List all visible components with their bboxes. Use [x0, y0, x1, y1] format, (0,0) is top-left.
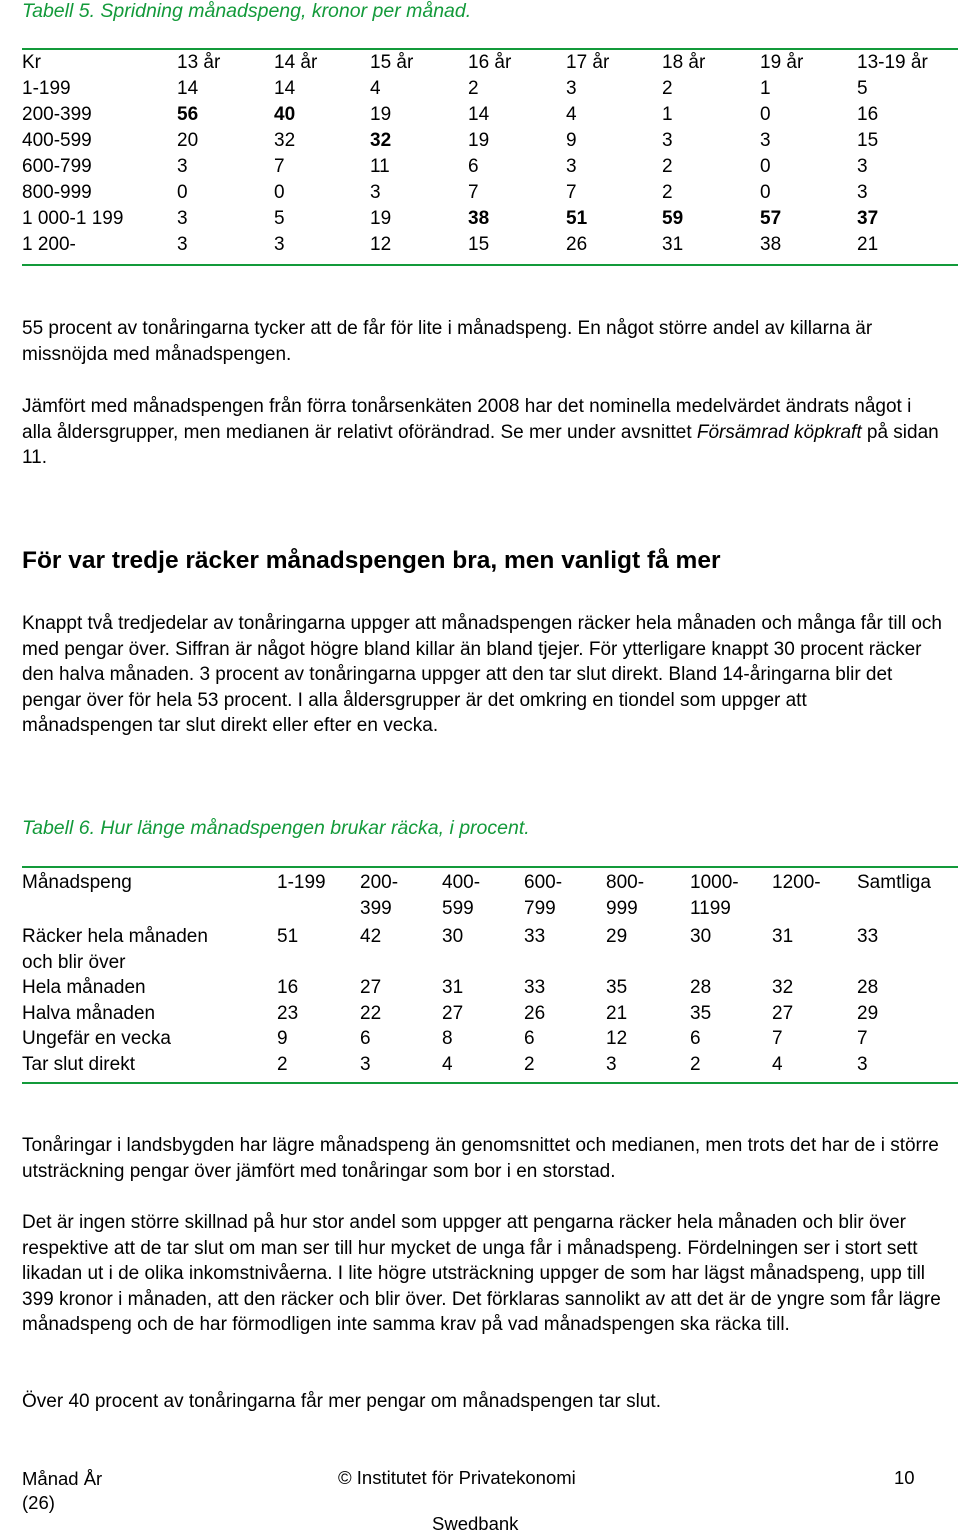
- table5-cell: 14: [274, 78, 296, 99]
- table5-cell: 3: [566, 156, 577, 177]
- table6-cell: 2: [690, 1053, 701, 1075]
- table5-cell: 1: [760, 78, 771, 99]
- table6-cell: 23: [277, 1002, 299, 1024]
- table6-cell: 27: [442, 1002, 464, 1024]
- table5-row-label: 1-199: [22, 78, 71, 99]
- table5-cell: 0: [177, 182, 188, 203]
- table5: [22, 52, 958, 260]
- table5-header-cell: Kr: [22, 52, 41, 73]
- table5-cell: 2: [468, 78, 479, 99]
- paragraph-comparison: [22, 394, 942, 471]
- table6-cell: 4: [772, 1053, 783, 1075]
- table5-cell: 37: [857, 208, 879, 229]
- paragraph-income-levels: Det är ingen större skillnad på hur stor andel som uppger att pengarna räcker hela månaden och blir över respektive att de tar slut om man ser till hur mycket de unga får i månadspeng. Fördelningen ser i stort sett likadan ut i de olika inkomstnivåerna. I lite högre utsträckning uppger de som har lägst månadspeng, upp till 399 kronor i månaden, att den räcker och blir över. Det förklaras sannolikt av att det är de yngre som får lägre månadspeng och de har förmodligen inte samma krav på vad månadspengen ska räcka till.: [22, 1212, 941, 1336]
- table5-cell: 31: [662, 234, 684, 255]
- table5-row-label: 1 000-1 199: [22, 208, 124, 229]
- table5-cell: 0: [760, 104, 771, 125]
- table6-cell: 2: [524, 1053, 535, 1075]
- table5-cell: 19: [468, 130, 490, 151]
- table6-row: [22, 975, 958, 1001]
- table6-cell: 27: [772, 1002, 794, 1024]
- table6-row: [22, 924, 958, 975]
- table6-header-cell: 400- 599: [442, 872, 481, 919]
- table5-cell: 6: [468, 156, 479, 177]
- table6-cell: 2: [277, 1053, 288, 1075]
- table5-header-cell: 14 år: [274, 52, 318, 73]
- footer-copyright: © Institutet för Privatekonomi: [338, 1467, 576, 1488]
- footer-bank: Swedbank: [432, 1513, 519, 1534]
- table6-header-cell: 1-199: [277, 872, 326, 893]
- table5-cell: 20: [177, 130, 199, 151]
- table5-row: [22, 130, 958, 156]
- table5-header-row: [22, 52, 958, 78]
- table5-cell: 2: [662, 156, 673, 177]
- table6-cell: 12: [606, 1028, 628, 1049]
- table6-cell: 4: [442, 1053, 453, 1075]
- table5-cell: 57: [760, 208, 782, 229]
- table5-cell: 4: [370, 78, 381, 99]
- table6-cell: 28: [690, 977, 712, 998]
- table6-header-cell: 1200-: [772, 872, 821, 893]
- table6-header-cell: Månadspeng: [22, 872, 132, 893]
- table5-header-cell: 18 år: [662, 52, 706, 73]
- table5-cell: 5: [857, 78, 868, 99]
- table6-cell: 7: [857, 1028, 868, 1049]
- table6-row-label: Tar slut direkt: [22, 1053, 135, 1075]
- footer-date: Månad År (26): [22, 1468, 103, 1513]
- table6-header-cell: 200- 399: [360, 872, 399, 919]
- table5-cell: 3: [370, 182, 381, 203]
- table6-cell: 33: [524, 977, 546, 998]
- table5-cell: 19: [370, 104, 392, 125]
- table5-row: [22, 208, 958, 234]
- table6-cell: 42: [360, 926, 382, 947]
- paragraph-rural: Tonåringar i landsbygden har lägre månadspeng än genomsnittet och medianen, men trots det har de i större utsträckning pengar över jämfört med tonåringar som bor i en storstad.: [22, 1135, 939, 1182]
- table5-cell: 0: [760, 182, 771, 203]
- table5-bottom-rule: [22, 264, 958, 266]
- table5-caption: Tabell 5. Spridning månadspeng, kronor per månad.: [22, 0, 472, 22]
- table6-cell: 29: [606, 926, 628, 947]
- table5-cell: 40: [274, 104, 296, 125]
- table5-cell: 3: [662, 130, 673, 151]
- table6-cell: 16: [277, 977, 299, 998]
- table6-header-row: [22, 870, 958, 924]
- paragraph-more-money: Över 40 procent av tonåringarna får mer pengar om månadspengen tar slut.: [22, 1391, 661, 1412]
- table5-row: [22, 182, 958, 208]
- table6-cell: 6: [360, 1028, 371, 1049]
- table5-cell: 0: [274, 182, 285, 203]
- table6-cell: 29: [857, 1002, 879, 1024]
- table5-cell: 2: [662, 182, 673, 203]
- table6-cell: 30: [442, 926, 464, 947]
- table5-cell: 56: [177, 104, 199, 125]
- table5-row: [22, 104, 958, 130]
- table5-cell: 32: [370, 130, 392, 151]
- table6-cell: 6: [690, 1028, 701, 1049]
- table5-header-cell: 19 år: [760, 52, 804, 73]
- table5-cell: 1: [662, 104, 673, 125]
- table6-cell: 26: [524, 1002, 546, 1024]
- table5-cell: 9: [566, 130, 577, 151]
- table6-cell: 30: [690, 926, 712, 947]
- table6-cell: 8: [442, 1028, 453, 1049]
- table5-cell: 3: [177, 156, 188, 177]
- table5-row: [22, 78, 958, 104]
- table5-cell: 3: [760, 130, 771, 151]
- table6-top-rule: [22, 866, 958, 868]
- table5-cell: 3: [857, 156, 868, 177]
- table6-cell: 27: [360, 977, 382, 998]
- table6-row-label: Ungefär en vecka: [22, 1028, 171, 1049]
- table6-row-label: Halva månaden: [22, 1002, 156, 1024]
- table6-cell: 35: [690, 1002, 712, 1024]
- table5-cell: 3: [857, 182, 868, 203]
- table6: [22, 870, 958, 1077]
- table6-caption: Tabell 6. Hur länge månadspengen brukar räcka, i procent.: [22, 817, 530, 839]
- table6-cell: 21: [606, 1002, 628, 1024]
- paragraph-comparison-end: på sidan 11.: [22, 421, 939, 469]
- table6-cell: 3: [857, 1053, 868, 1075]
- table6-header-cell: 1000- 1199: [690, 872, 739, 919]
- table5-cell: 32: [274, 130, 296, 151]
- table6-row-label: Hela månaden: [22, 977, 146, 998]
- table6-cell: 31: [442, 977, 464, 998]
- table5-cell: 59: [662, 208, 684, 229]
- table6-row: [22, 1052, 958, 1078]
- section-heading: För var tredje räcker månadspengen bra, men vanligt få mer: [22, 547, 721, 574]
- table6-header-cell: Samtliga: [857, 872, 931, 893]
- table5-row-label: 200-399: [22, 104, 92, 125]
- table5-cell: 38: [468, 208, 490, 229]
- table5-cell: 0: [760, 156, 771, 177]
- table5-cell: 3: [177, 208, 188, 229]
- table5-header-cell: 16 år: [468, 52, 512, 73]
- table6-cell: 31: [772, 926, 794, 947]
- table5-cell: 14: [468, 104, 490, 125]
- table5-cell: 14: [177, 78, 199, 99]
- table6-cell: 7: [772, 1028, 783, 1049]
- paragraph-comparison-text: Jämfört med månadspengen från förra tonårsenkäten 2008 har det nominella medelvärdet ändrats något i alla åldersgrupper, men medianen är relativt oförändrad. Se mer under avsnittet: [22, 396, 912, 443]
- table6-row: [22, 1001, 958, 1027]
- table5-header-cell: 15 år: [370, 52, 414, 73]
- table6-cell: 33: [857, 926, 879, 947]
- table5-header-cell: 13-19 år: [857, 52, 928, 73]
- table5-top-rule: [22, 48, 958, 50]
- table6-cell: 22: [360, 1002, 382, 1024]
- table5-row-label: 1 200-: [22, 234, 76, 255]
- table6-cell: 51: [277, 926, 299, 947]
- table6-bottom-rule: [22, 1082, 958, 1084]
- table5-cell: 4: [566, 104, 577, 125]
- table6-header-cell: 800- 999: [606, 872, 645, 919]
- table5-cell: 38: [760, 234, 782, 255]
- table6-cell: 35: [606, 977, 628, 998]
- table5-cell: 7: [468, 182, 479, 203]
- table5-cell: 3: [177, 234, 188, 255]
- table5-row-label: 400-599: [22, 130, 92, 151]
- table5-row-label: 800-999: [22, 182, 92, 203]
- table5-cell: 26: [566, 234, 588, 255]
- table5-cell: 3: [566, 78, 577, 99]
- table5-header-cell: 13 år: [177, 52, 221, 73]
- table5-cell: 15: [468, 234, 490, 255]
- paragraph-sufficiency: Knappt två tredjedelar av tonåringarna uppger att månadspengen räcker hela månaden och många får till och med pengar över. Siffran är något högre bland killar än bland tjejer. För ytterligare knappt 30 procent räcker den halva månaden. 3 procent av tonåringarna uppger att den tar slut direkt. Bland 14-åringarna blir det pengar över för hela 53 procent. I alla åldersgrupper är det omkring en tiondel som uppger att månadspengen tar slut direkt eller efter en vecka.: [22, 613, 942, 737]
- table5-cell: 16: [857, 104, 879, 125]
- table5-cell: 3: [274, 234, 285, 255]
- table5-cell: 5: [274, 208, 285, 229]
- table5-cell: 15: [857, 130, 879, 151]
- table6-cell: 32: [772, 977, 794, 998]
- table5-cell: 19: [370, 208, 392, 229]
- table5-row-label: 600-799: [22, 156, 92, 177]
- table5-cell: 11: [370, 156, 390, 177]
- table6-header-cell: 600- 799: [524, 872, 563, 919]
- table5-cell: 51: [566, 208, 588, 229]
- table5-cell: 21: [857, 234, 879, 255]
- table6-row-label: Räcker hela månaden och blir över: [22, 926, 208, 973]
- table6-cell: 33: [524, 926, 546, 947]
- footer-page-number: 10: [894, 1467, 915, 1488]
- table6-cell: 6: [524, 1028, 535, 1049]
- table5-cell: 2: [662, 78, 673, 99]
- table6-cell: 3: [360, 1053, 371, 1075]
- table6-cell: 9: [277, 1028, 288, 1049]
- paragraph-dissatisfaction: 55 procent av tonåringarna tycker att de får för lite i månadspeng. En något större andel av killarna är missnöjda med månadspengen.: [22, 318, 873, 365]
- table5-row: [22, 156, 958, 182]
- section-reference: Försämrad köpkraft: [696, 421, 862, 443]
- table6-row: [22, 1026, 958, 1052]
- table5-header-cell: 17 år: [566, 52, 610, 73]
- table6-cell: 28: [857, 977, 879, 998]
- table5-cell: 7: [566, 182, 577, 203]
- table5-cell: 7: [274, 156, 285, 177]
- table5-cell: 12: [370, 234, 392, 255]
- table6-cell: 3: [606, 1053, 617, 1075]
- table5-row: [22, 234, 958, 260]
